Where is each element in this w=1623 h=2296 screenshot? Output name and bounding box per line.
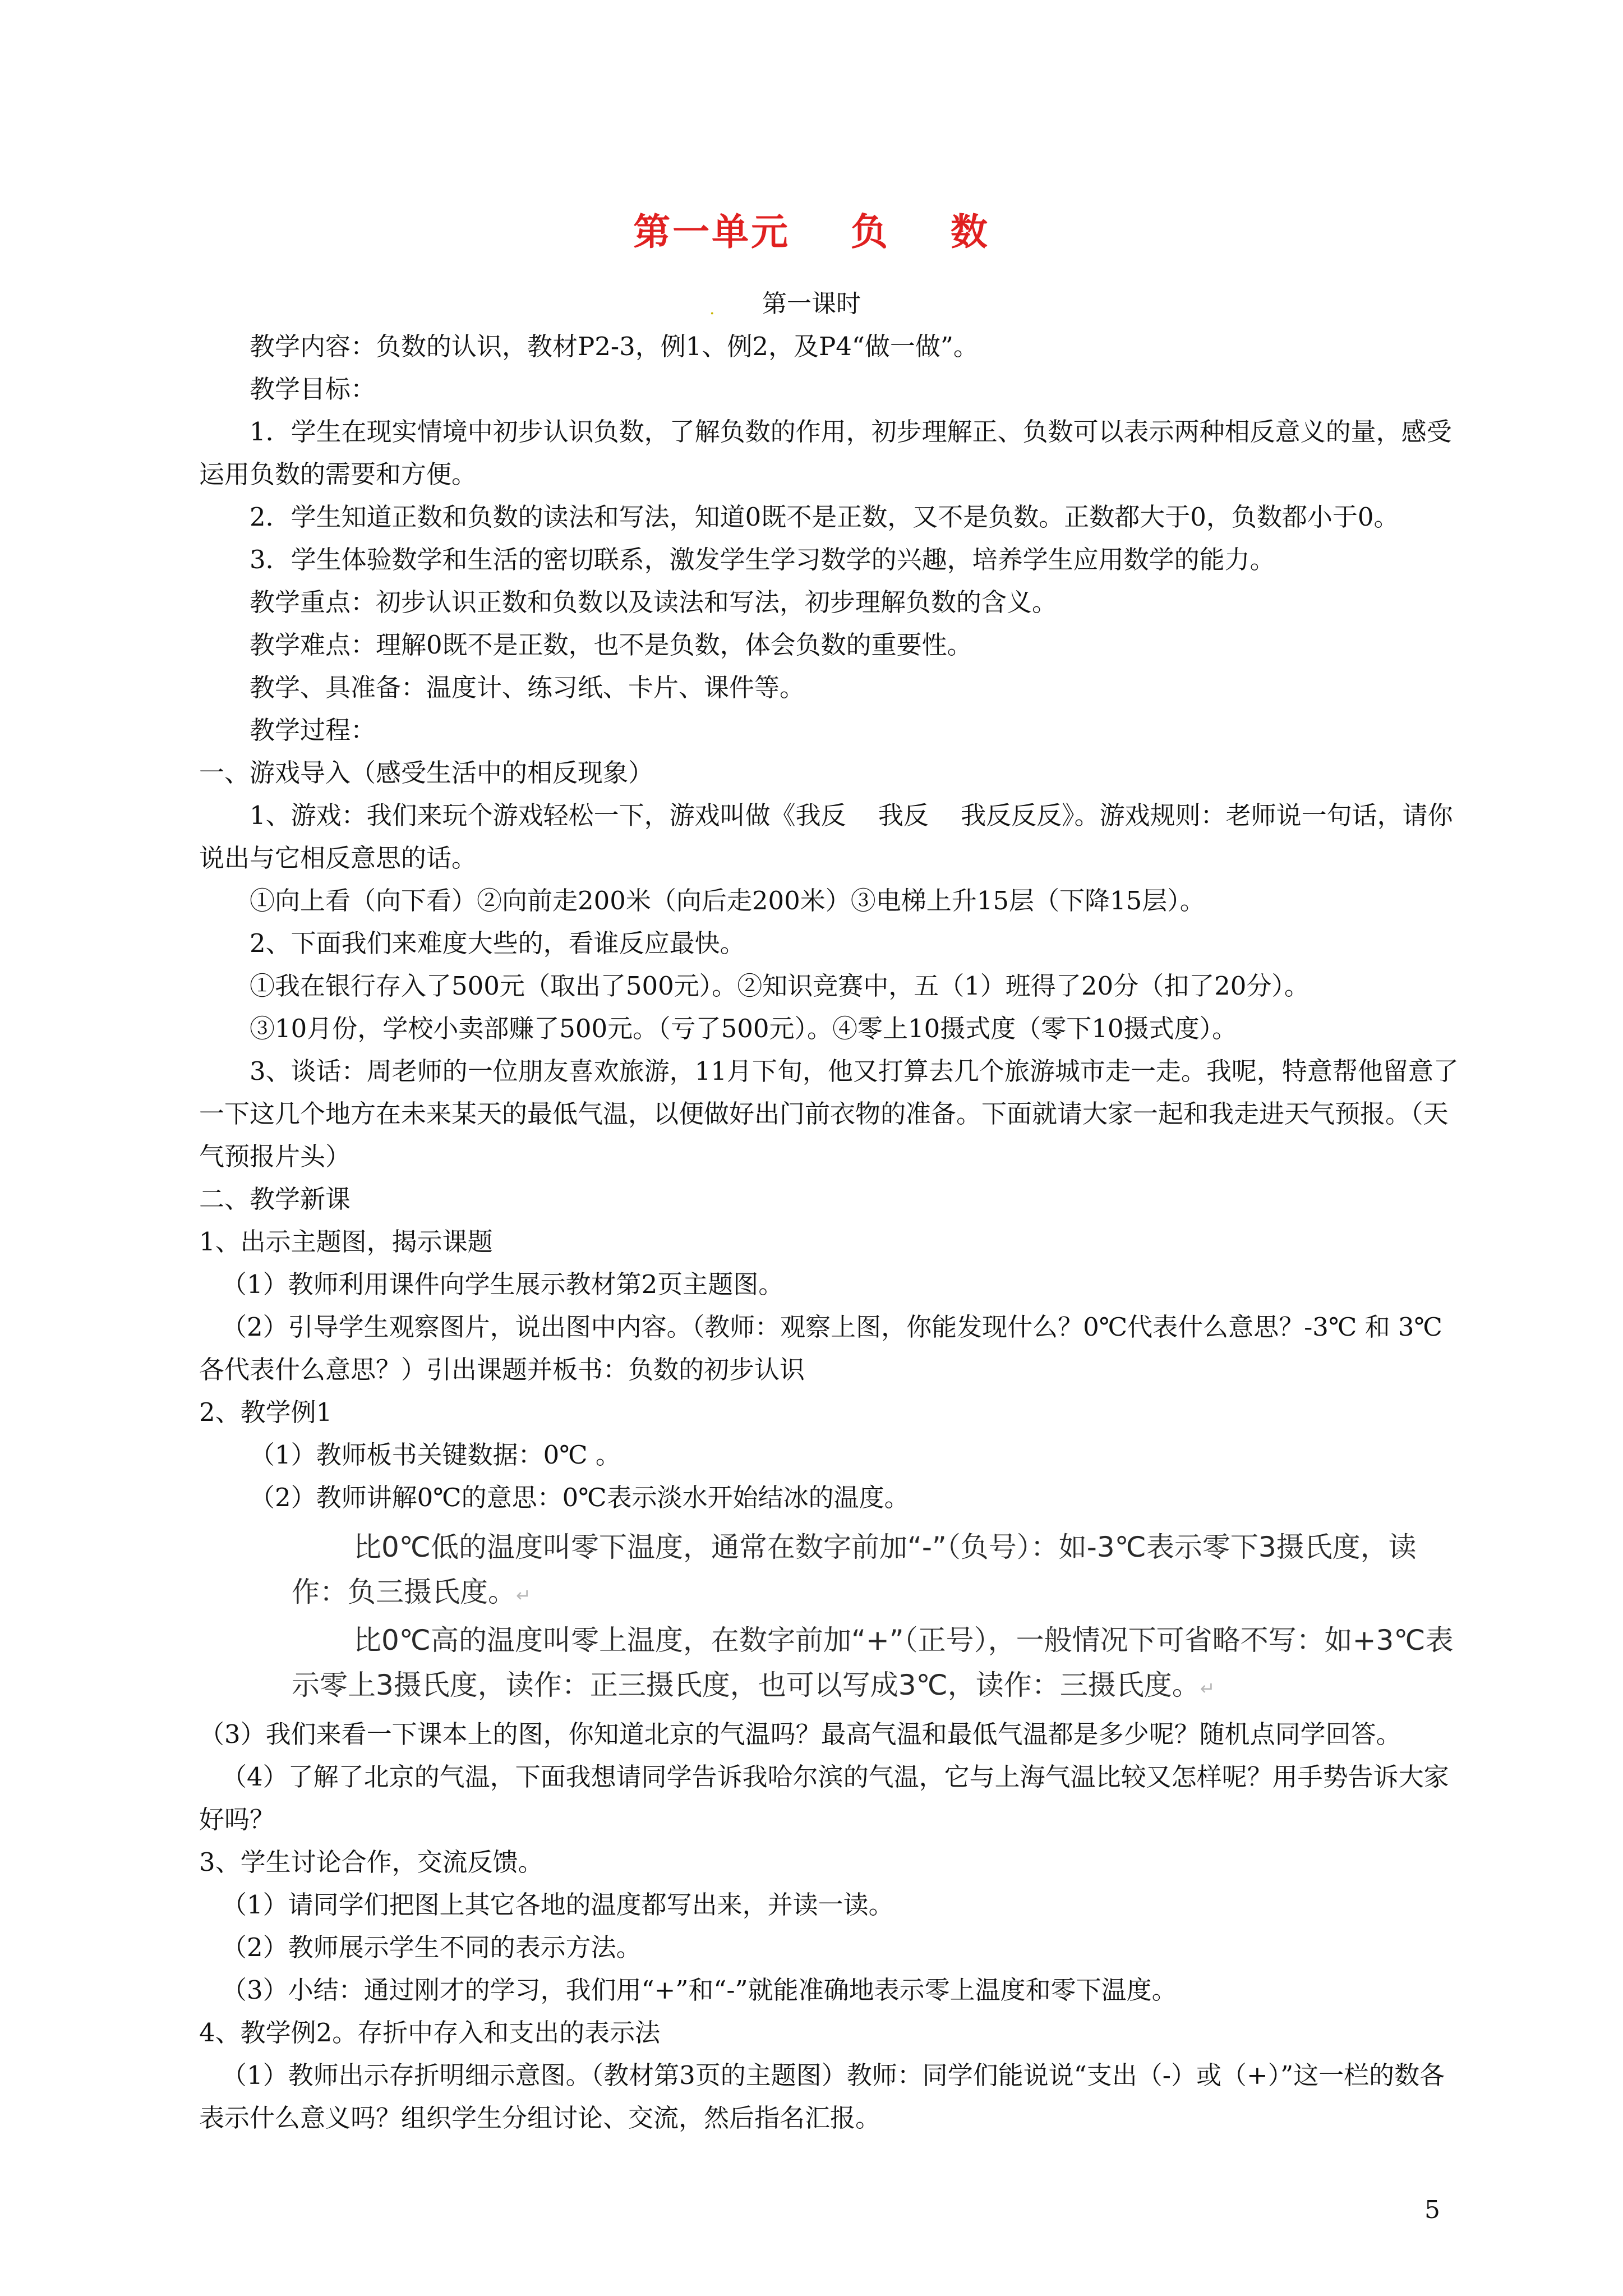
page-title: 第一单元 负 数 bbox=[633, 210, 990, 254]
section-heading: 一、游戏导入（感受生活中的相反现象） bbox=[199, 758, 654, 788]
paragraph: 教学过程： bbox=[250, 715, 376, 745]
paragraph: （3）小结：通过刚才的学习，我们用“+”和“-”就能准确地表示零上温度和零下温度。 bbox=[222, 1975, 1177, 2005]
paragraph: ③10月份，学校小卖部赚了500元。（亏了500元）。④零上10摄式度（零下10摄式度）。 bbox=[250, 1014, 1238, 1043]
subsection-heading: 4、教学例2。存折中存入和支出的表示法 bbox=[199, 2018, 661, 2047]
paragraph: 3．学生体验数学和生活的密切联系，激发学生学习数学的兴趣，培养学生应用数学的能力。 bbox=[250, 545, 1275, 574]
subsection-heading: 1、出示主题图，揭示课题 bbox=[199, 1227, 493, 1257]
page-subtitle: 第一课时 bbox=[762, 289, 861, 318]
subsection-heading: 3、学生讨论合作，交流反馈。 bbox=[199, 1847, 543, 1877]
paragraph: （1）教师出示存折明细示意图。（教材第3页的主题图）教师：同学们能说说“支出（-）或（+）”这一栏的数各表示什么意义吗？组织学生分组讨论、交流，然后指名汇报。 bbox=[199, 2060, 1445, 2133]
pasted-excerpt bbox=[292, 1525, 1458, 1711]
paragraph: （1）请同学们把图上其它各地的温度都写出来，并读一读。 bbox=[222, 1890, 894, 1920]
return-mark-icon: ↵ bbox=[516, 1585, 531, 1606]
paragraph: （2）教师讲解0℃的意思：0℃表示淡水开始结冰的温度。 bbox=[250, 1483, 910, 1512]
document-body bbox=[199, 325, 1461, 2139]
paragraph: 教学重点：初步认识正数和负数以及读法和写法，初步理解负数的含义。 bbox=[250, 587, 1058, 617]
paragraph: 2．学生知道正数和负数的读法和写法，知道0既不是正数，又不是负数。正数都大于0，负数都小于0。 bbox=[250, 502, 1399, 532]
page-number: 5 bbox=[1424, 2196, 1440, 2224]
paragraph: （2）教师展示学生不同的表示方法。 bbox=[222, 1932, 642, 1962]
paragraph: 1．学生在现实情境中初步认识负数，了解负数的作用，初步理解正、负数可以表示两种相反意义的量，感受运用负数的需要和方便。 bbox=[199, 417, 1452, 489]
paragraph: （1）教师板书关键数据：0℃ 。 bbox=[250, 1440, 621, 1470]
paragraph: （1）教师利用课件向学生展示教材第2页主题图。 bbox=[222, 1269, 784, 1299]
subsection-heading: 2、教学例1 bbox=[199, 1397, 333, 1427]
paragraph: 2、下面我们来难度大些的，看谁反应最快。 bbox=[250, 928, 745, 958]
paragraph: 教学内容：负数的认识，教材P2-3，例1、例2，及P4“做一做”。 bbox=[250, 332, 979, 361]
paragraph: （4）了解了北京的气温，下面我想请同学告诉我哈尔滨的气温，它与上海气温比较又怎样呢？用手势告诉大家好吗？ bbox=[199, 1762, 1449, 1834]
excerpt-paragraph bbox=[292, 1525, 1458, 1618]
section-heading: 二、教学新课 bbox=[199, 1184, 351, 1214]
paragraph: （3）我们来看一下课本上的图，你知道北京的气温吗？最高气温和最低气温都是多少呢？随机点同学回答。 bbox=[199, 1719, 1401, 1749]
paragraph: 3、谈话：周老师的一位朋友喜欢旅游，11月下旬，他又打算去几个旅游城市走一走。我呢，特意帮他留意了一下这几个地方在未来某天的最低气温，以便做好出门前衣物的准备。下面就请大家一起和我走进天气预报。（天气预报片头） bbox=[199, 1056, 1459, 1171]
paragraph: ①我在银行存入了500元（取出了500元）。②知识竞赛中，五（1）班得了20分（扣了20分）。 bbox=[250, 971, 1310, 1001]
paragraph: ①向上看（向下看）②向前走200米（向后走200米）③电梯上升15层（下降15层）。 bbox=[250, 886, 1205, 915]
excerpt-text: 比0℃低的温度叫零下温度，通常在数字前加“-”（负号）：如-3℃表示零下3摄氏度，读作：负三摄氏度。 bbox=[292, 1531, 1417, 1608]
paragraph: 教学难点：理解0既不是正数，也不是负数，体会负数的重要性。 bbox=[250, 630, 972, 660]
excerpt-paragraph bbox=[292, 1618, 1458, 1711]
paragraph: 教学目标： bbox=[250, 374, 376, 404]
paragraph: 1、游戏：我们来玩个游戏轻松一下，游戏叫做《我反 我反 我反反反》。游戏规则：老师说一句话，请你说出与它相反意思的话。 bbox=[199, 800, 1453, 873]
excerpt-text: 比0℃高的温度叫零上温度，在数字前加“+”（正号），一般情况下可省略不写：如+3℃表示零上3摄氏度，读作：正三摄氏度，也可以写成3℃，读作：三摄氏度。 bbox=[292, 1624, 1454, 1701]
paragraph: （2）引导学生观察图片，说出图中内容。（教师：观察上图，你能发现什么？0℃代表什么意思？-3℃ 和 3℃ 各代表什么意思？）引出课题并板书：负数的初步认识 bbox=[199, 1312, 1442, 1384]
subtitle-mark: . bbox=[709, 299, 715, 319]
return-mark-icon: ↵ bbox=[1200, 1678, 1215, 1699]
paragraph: 教学、具准备：温度计、练习纸、卡片、课件等。 bbox=[250, 673, 805, 702]
